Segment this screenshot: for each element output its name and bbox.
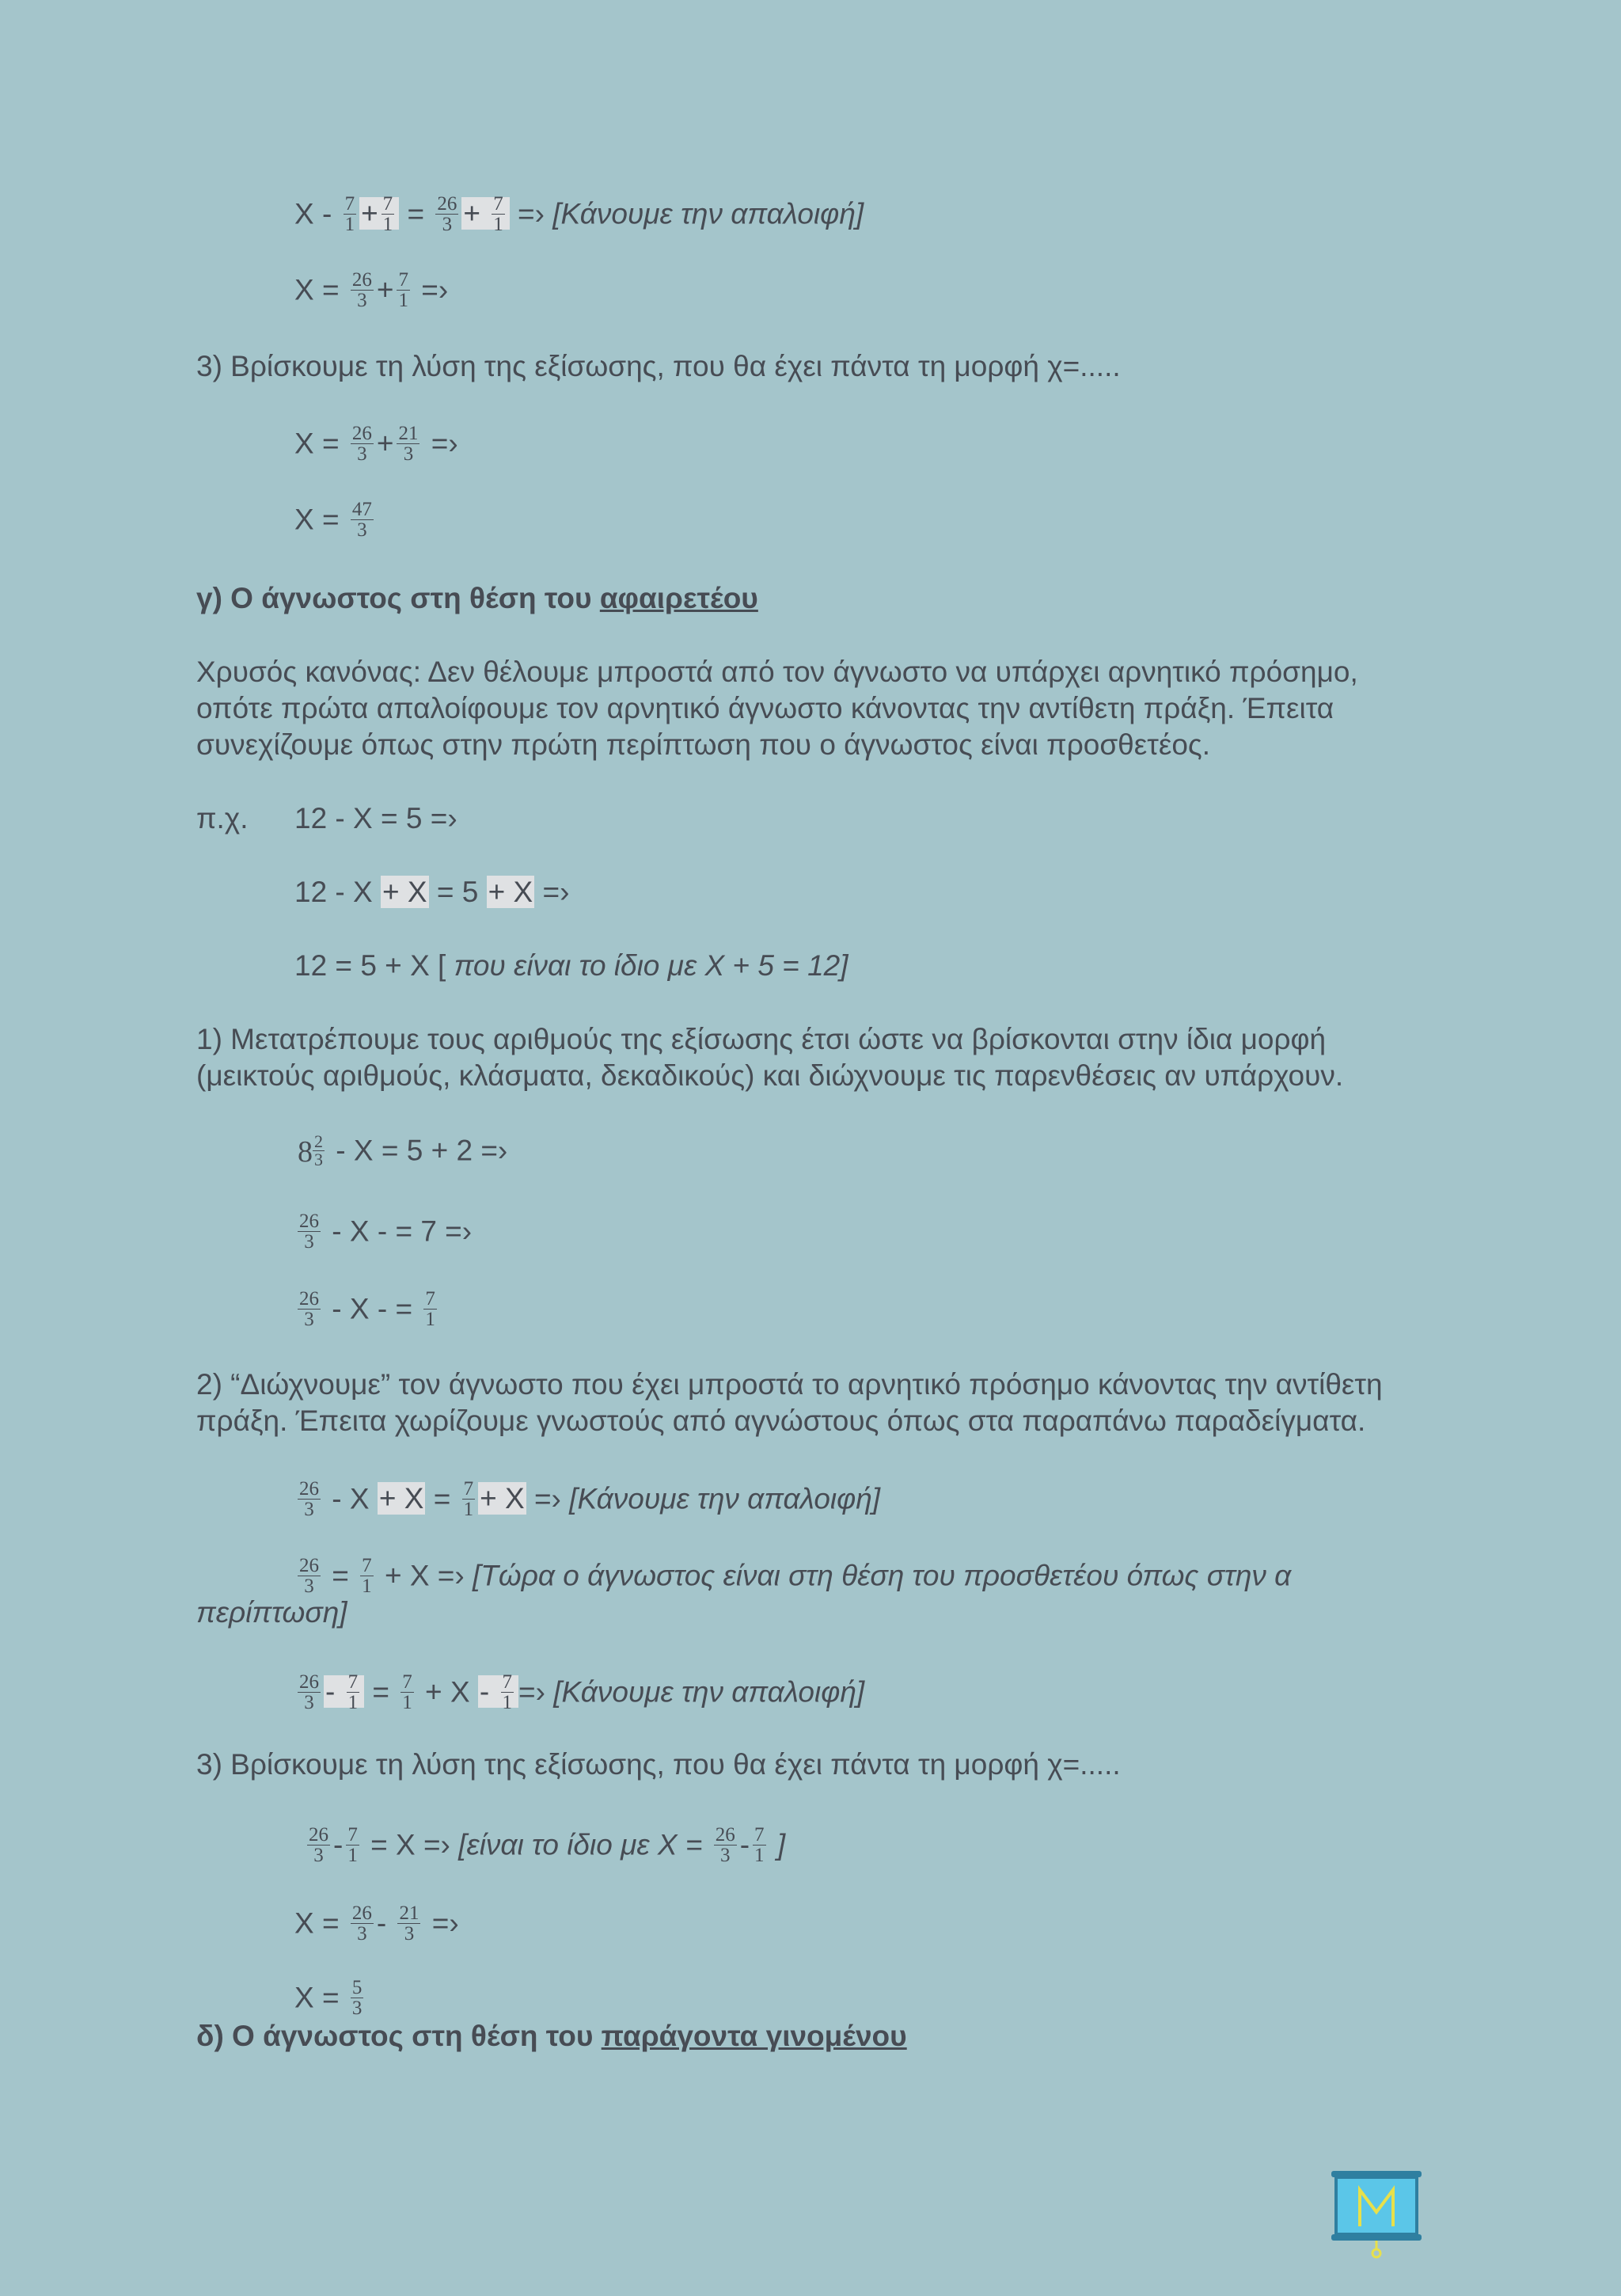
fraction — [344, 194, 357, 234]
heading-underlined-term: παράγοντα γινομένου — [601, 2020, 907, 2052]
numerator: 7 — [362, 1555, 372, 1576]
fraction — [382, 194, 395, 234]
heading-underlined-term: αφαιρετέου — [599, 582, 758, 614]
eq-text: - — [376, 1906, 387, 1940]
fraction — [351, 270, 374, 310]
step-2-paragraph: 2) “Διώχνουμε” τον άγνωστο που έχει μπροστά το αρνητικό πρόσημο κάνοντας την αντίθετη πράξη. Έπειτα χωρίζουμε γνωστούς από αγνώστους όπως στα παραπάνω παραδείγματα. — [196, 1368, 1383, 1437]
numerator: 26 — [299, 1211, 319, 1232]
highlight — [324, 1671, 364, 1713]
eq-text: X = — [294, 1981, 340, 2014]
note: [είναι το ίδιο με X = — [458, 1828, 711, 1861]
numerator: 26 — [351, 1903, 372, 1924]
equation-line-2 — [294, 269, 449, 312]
fraction — [347, 1672, 360, 1712]
numerator: 7 — [402, 1671, 412, 1693]
numerator: 26 — [437, 193, 457, 215]
eq-text: + X =› — [376, 1559, 473, 1592]
denominator: 3 — [351, 1998, 363, 2019]
golden-rule-paragraph: Χρυσός κανόνας: Δεν θέλουμε μπροστά από τον άγνωστο να υπάρχει αρνητικό πρόσημο, οπότε πρώτα απαλοίφουμε τον αρνητικό άγνωστο κάνοντας την αντίθετη πράξη. Έπειτα συνεχίζουμε όπως στην πρώτη περίπτωση που ο άγνωστος είναι προσθετέος. — [196, 656, 1358, 761]
logo-graphic — [1330, 2168, 1423, 2261]
denominator: 1 — [502, 1692, 513, 1713]
fraction — [397, 1903, 420, 1944]
denominator: 3 — [304, 1309, 314, 1330]
eq-text: 12 - X — [294, 876, 381, 908]
eq-text: - — [333, 1828, 344, 1861]
denominator: 3 — [357, 1923, 367, 1944]
eq-text: - — [325, 1675, 336, 1709]
equation-n1 — [294, 1478, 881, 1521]
denominator: 3 — [304, 1499, 314, 1520]
denominator: 1 — [425, 1309, 435, 1330]
fraction — [462, 1479, 476, 1519]
numerator: 7 — [398, 269, 408, 291]
example-line-3 — [294, 951, 848, 980]
numerator: 26 — [715, 1824, 735, 1846]
example-line-2 — [294, 877, 569, 907]
highlight — [478, 1671, 518, 1713]
highlight: + X — [378, 1482, 424, 1515]
note: ] — [769, 1828, 786, 1861]
numerator: 7 — [382, 193, 393, 215]
fraction — [714, 1825, 737, 1865]
denominator: 1 — [362, 1576, 372, 1597]
eq-text: =› — [526, 1482, 570, 1515]
numerator: 7 — [347, 1671, 359, 1693]
fraction — [753, 1825, 766, 1865]
eq-text: = — [324, 1559, 358, 1592]
equation-s2 — [294, 1905, 459, 1945]
denominator: 3 — [357, 519, 367, 541]
fraction — [298, 1479, 321, 1519]
denominator: 3 — [304, 1576, 314, 1597]
step-1-paragraph: 1) Μετατρέπουμε τους αριθμούς της εξίσωσης έτσι ώστε να βρίσκονται στην ίδια μορφή (μεικτούς αριθμούς, κλάσματα, δεκαδικούς) και διώχνουμε τις παρενθέσεις αν υπάρχουν. — [196, 1023, 1344, 1092]
note: [Κάνουμε την απαλοιφή] — [553, 1675, 865, 1709]
eq-text: X = — [294, 1906, 340, 1940]
highlight: + X — [480, 1482, 525, 1515]
fraction — [307, 1825, 330, 1865]
numerator: 7 — [347, 1824, 358, 1846]
fraction — [423, 1289, 437, 1329]
denominator: 1 — [344, 214, 355, 235]
eq-text: + — [376, 273, 394, 306]
numerator: 26 — [309, 1824, 328, 1846]
equation-mixed-1 — [298, 1131, 508, 1170]
eq-text: - — [479, 1675, 490, 1709]
denominator: 3 — [304, 1692, 314, 1713]
equation-n2-continuation: περίπτωση] — [196, 1596, 347, 1629]
eq-text: =› — [421, 273, 449, 306]
fraction — [346, 1825, 359, 1865]
denominator: 3 — [314, 1150, 323, 1169]
numerator: 7 — [463, 1478, 474, 1500]
fraction — [501, 1672, 514, 1712]
numerator: 26 — [299, 1671, 319, 1693]
equation-s1 — [304, 1824, 786, 1867]
fraction — [298, 1556, 321, 1596]
fraction — [298, 1672, 321, 1712]
numerator: 7 — [425, 1288, 435, 1310]
highlight: + X — [382, 876, 427, 908]
note: που είναι το ίδιο με X + 5 = 12] — [454, 949, 848, 982]
highlight: + X — [488, 876, 533, 908]
fraction — [435, 194, 458, 234]
numerator: 7 — [493, 193, 503, 215]
example-line-1: 12 - X = 5 =› — [294, 802, 457, 834]
equation-n2 — [294, 1557, 1291, 1598]
numerator: 26 — [299, 1288, 319, 1310]
eq-text: - X - = — [324, 1292, 421, 1325]
eq-text: =› — [534, 876, 570, 908]
eq-text: = 5 — [428, 876, 487, 908]
whole-part: 8 — [298, 1135, 313, 1169]
note: [Τώρα ο άγνωστος είναι στη θέση του προσθετέου όπως στην α — [473, 1559, 1292, 1592]
equation-n3 — [294, 1671, 865, 1714]
denominator: 1 — [347, 1845, 358, 1866]
numerator: 21 — [399, 1903, 419, 1924]
step-3-text: 3) Βρίσκουμε τη λύση της εξίσωσης, που θα έχει πάντα τη μορφή χ=..... — [196, 350, 1121, 382]
eq-text: = — [407, 197, 425, 230]
highlight — [461, 193, 509, 235]
numerator: 21 — [398, 423, 419, 444]
eq-text: - X — [324, 1482, 378, 1515]
eq-text: =› — [431, 427, 458, 460]
eq-text: = — [364, 1675, 398, 1709]
eq-text: =› — [518, 197, 545, 230]
denominator: 1 — [347, 1692, 359, 1713]
denominator: 3 — [357, 290, 367, 311]
eq-text: + X — [416, 1675, 478, 1709]
eq-text: + — [361, 197, 378, 230]
denominator: 3 — [304, 1231, 314, 1253]
numerator: 7 — [502, 1671, 513, 1693]
denominator: 1 — [382, 214, 393, 235]
fraction — [351, 1903, 374, 1944]
section-heading-delta — [196, 2021, 907, 2051]
denominator: 3 — [313, 1845, 324, 1866]
eq-text: = — [425, 1482, 459, 1515]
fraction — [492, 194, 505, 234]
fraction — [351, 424, 374, 464]
equation-line-5 — [294, 501, 377, 542]
fraction — [397, 424, 419, 464]
eq-text: - X = 5 + 2 =› — [328, 1134, 508, 1167]
eq-text: = X =› — [362, 1828, 459, 1861]
numerator: 26 — [299, 1478, 319, 1500]
heading-text: δ) Ο άγνωστος στη θέση του — [196, 2020, 602, 2052]
eq-text: X - — [294, 197, 332, 230]
eq-text: - — [739, 1828, 750, 1861]
numerator: 5 — [351, 1977, 363, 1998]
denominator: 1 — [398, 290, 408, 311]
numerator: 26 — [299, 1555, 319, 1576]
numerator: 26 — [351, 423, 372, 444]
eq-text: X = — [294, 273, 340, 306]
equation-mixed-2 — [294, 1213, 472, 1253]
highlight — [359, 193, 399, 235]
equation-s3 — [294, 1979, 366, 2020]
denominator: 3 — [357, 443, 367, 465]
fraction — [351, 1978, 364, 2018]
eq-text: X = — [294, 503, 340, 536]
equation-line-4 — [294, 425, 458, 466]
note: [Κάνουμε την απαλοιφή] — [552, 197, 864, 230]
heading-text: γ) Ο άγνωστος στη θέση του — [196, 582, 600, 614]
mixed-number — [298, 1131, 328, 1169]
fraction — [313, 1133, 325, 1169]
numerator: 7 — [754, 1824, 765, 1846]
eq-text: X = — [294, 427, 340, 460]
eq-text: + — [463, 197, 480, 230]
equation-mixed-3 — [294, 1288, 440, 1331]
eq-text: + — [376, 427, 394, 460]
fraction — [401, 1672, 414, 1712]
eq-text: - X - = 7 =› — [324, 1215, 473, 1248]
example-label: π.χ. — [196, 802, 249, 834]
denominator: 3 — [719, 1845, 731, 1866]
presentation-board-icon — [1330, 2168, 1423, 2261]
denominator: 3 — [403, 443, 414, 465]
numerator: 7 — [344, 193, 355, 215]
numerator: 26 — [351, 269, 372, 291]
eq-text: 12 = 5 + X [ — [294, 949, 454, 982]
eq-text: =› — [518, 1675, 554, 1709]
denominator: 1 — [402, 1692, 412, 1713]
fraction — [351, 500, 374, 540]
note: [Κάνουμε την απαλοιφή] — [569, 1482, 881, 1515]
equation-line-1 — [294, 193, 864, 236]
fraction — [397, 270, 410, 310]
step-3-text-2: 3) Βρίσκουμε τη λύση της εξίσωσης, που θα έχει πάντα τη μορφή χ=..... — [196, 1748, 1121, 1781]
denominator: 1 — [463, 1499, 474, 1520]
denominator: 3 — [442, 214, 453, 235]
fraction — [298, 1289, 321, 1329]
fraction — [360, 1556, 374, 1596]
denominator: 1 — [754, 1845, 765, 1866]
eq-text: =› — [431, 1906, 459, 1940]
section-heading-gamma — [196, 584, 758, 613]
denominator: 1 — [493, 214, 503, 235]
numerator: 2 — [314, 1131, 323, 1151]
fraction — [298, 1211, 321, 1252]
denominator: 3 — [404, 1923, 415, 1944]
numerator: 47 — [351, 499, 372, 520]
